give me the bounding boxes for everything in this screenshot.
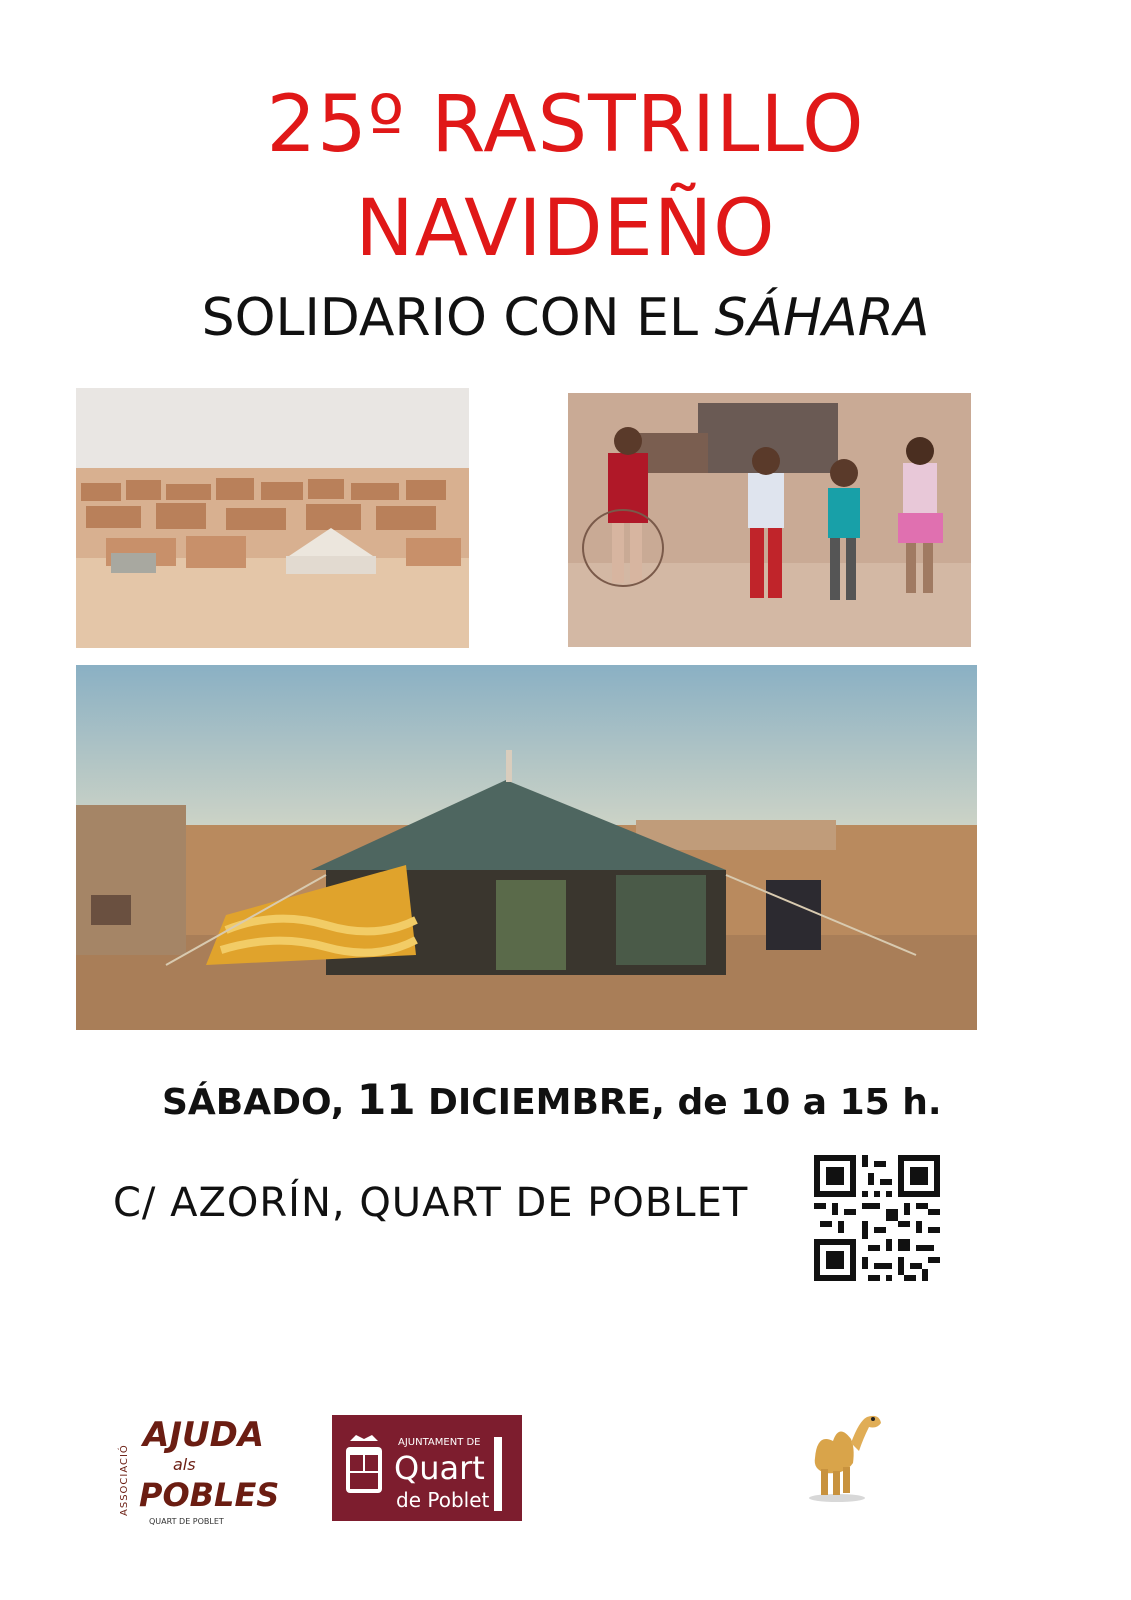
qr-code-icon[interactable] [814, 1155, 940, 1281]
quart-de-poblet-logo [332, 1415, 522, 1521]
quart-name-line2: de Poblet [396, 1488, 490, 1512]
tent-photo [76, 665, 977, 1030]
poster-title-line2: NAVIDEÑO [355, 184, 776, 274]
date-day: 11 [357, 1075, 416, 1124]
ajuda-footer: QUART DE POBLET [149, 1517, 224, 1526]
subtitle-emphasis: SÁHARA [714, 288, 930, 348]
ajuda-als-pobles-logo [115, 1408, 280, 1528]
event-address: C/ AZORÍN, QUART DE POBLET [113, 1180, 749, 1226]
poster-title-line1: 25º RASTRILLO [266, 80, 865, 170]
date-suffix: DICIEMBRE, de 10 a 15 h. [415, 1082, 942, 1123]
ajuda-side-text: ASSOCIACIÓ [119, 1444, 130, 1516]
poster-subtitle [0, 288, 1131, 348]
camel-icon [795, 1403, 885, 1503]
date-prefix: SÁBADO, [162, 1082, 357, 1123]
ajuda-line3: POBLES [139, 1476, 280, 1514]
camp-photo [76, 388, 469, 648]
children-photo [568, 393, 971, 647]
event-date [162, 1075, 942, 1124]
ajuda-line2: als [173, 1455, 196, 1474]
coat-of-arms-icon [346, 1435, 382, 1493]
subtitle-prefix: SOLIDARIO CON EL [201, 288, 715, 348]
quart-name-line1: Quart [394, 1449, 485, 1487]
ajuda-line1: AJUDA [143, 1415, 265, 1455]
quart-small-text: AJUNTAMENT DE [398, 1437, 481, 1448]
